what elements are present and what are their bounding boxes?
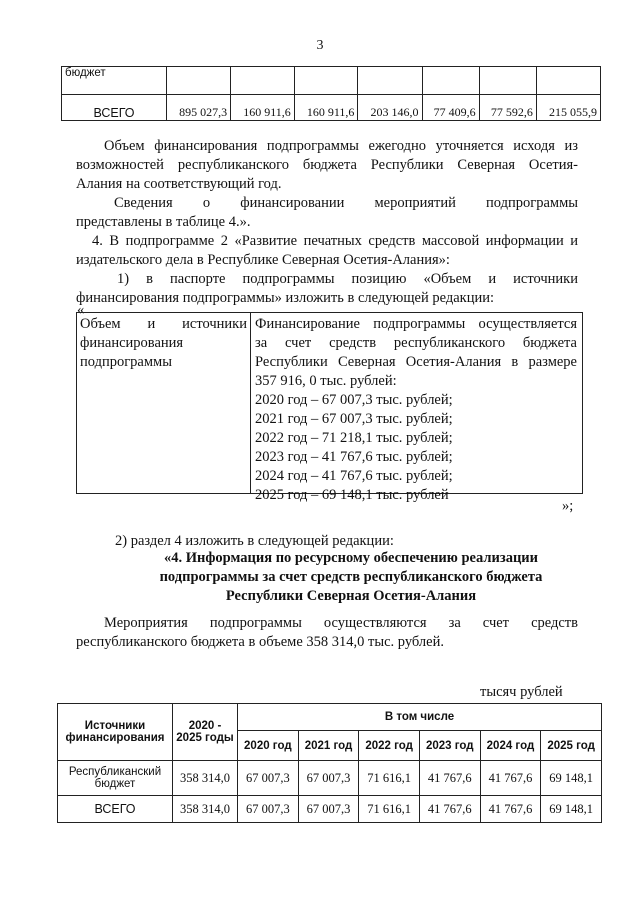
table-cell: 67 007,3 xyxy=(298,761,359,796)
page-number: 3 xyxy=(316,38,324,53)
table-header-row xyxy=(58,704,602,731)
passport-value-cell xyxy=(252,313,580,507)
table-cell: 41 767,6 xyxy=(480,796,541,823)
passport-label-cell xyxy=(77,313,251,493)
table-cell: 41 767,6 xyxy=(480,761,541,796)
table-row xyxy=(58,796,602,823)
passport-value-line: 2022 год – 71 218,1 тыс. рублей; xyxy=(255,430,453,446)
table-cell: 67 007,3 xyxy=(298,796,359,823)
table-cell xyxy=(358,67,422,95)
section-heading: Республики Северная Осетия-Алания xyxy=(225,588,477,604)
row-label: бюджет xyxy=(62,67,167,95)
table-cell: 203 146,0 xyxy=(358,95,422,121)
table-cell: 71 616,1 xyxy=(359,796,420,823)
paragraph-line: 4. В подпрограмме 2 «Развитие печатных средств массовой информации и xyxy=(92,233,578,249)
table-cell: 160 911,6 xyxy=(294,95,358,121)
table-cell: 67 007,3 xyxy=(238,796,299,823)
table-cell: 69 148,1 xyxy=(541,796,602,823)
row-name: ВСЕГО xyxy=(58,796,173,823)
total-label: ВСЕГО xyxy=(62,95,167,121)
paragraph-line: представлены в таблице 4.». xyxy=(76,214,251,230)
header-including: В том числе xyxy=(238,704,602,731)
header-year: 2023 год xyxy=(419,731,480,761)
table-cell xyxy=(422,67,479,95)
row-name: Республиканский бюджет xyxy=(58,761,173,796)
paragraph-line: возможностей республиканского бюджета Республики Северная Осетия- xyxy=(76,157,578,173)
table-row xyxy=(62,67,601,95)
header-sources: Источники финансирования xyxy=(58,704,173,761)
table-cell: 69 148,1 xyxy=(541,761,602,796)
header-year: 2020 год xyxy=(238,731,299,761)
paragraph-line: финансирования подпрограммы» изложить в следующей редакции: xyxy=(76,290,495,306)
header-year: 2024 год xyxy=(480,731,541,761)
passport-label-line: финансирования xyxy=(80,335,184,351)
table-row xyxy=(62,95,601,121)
header-year: 2025 год xyxy=(541,731,602,761)
table-cell: 215 055,9 xyxy=(536,95,600,121)
table-cell xyxy=(536,67,600,95)
paragraph-line: 1) в паспорте подпрограммы позицию «Объем и источники xyxy=(117,271,578,287)
table-cell: 358 314,0 xyxy=(173,796,238,823)
table-cell xyxy=(231,67,295,95)
units-label: тысяч рублей xyxy=(480,684,563,700)
header-year: 2022 год xyxy=(359,731,420,761)
paragraph-line: Алания на соответствующий год. xyxy=(76,176,282,192)
table-cell: 67 007,3 xyxy=(238,761,299,796)
table-cell: 71 616,1 xyxy=(359,761,420,796)
table-row xyxy=(58,761,602,796)
passport-value-line: 2021 год – 67 007,3 тыс. рублей; xyxy=(255,411,453,427)
section-heading: «4. Информация по ресурсному обеспечению реализации xyxy=(163,550,539,566)
paragraph-line: республиканского бюджета в объеме 358 314,0 тыс. рублей. xyxy=(76,634,444,650)
paragraph-line: Мероприятия подпрограммы осуществляются за счет средств xyxy=(104,615,578,631)
table-cell xyxy=(294,67,358,95)
passport-value-line: 2020 год – 67 007,3 тыс. рублей; xyxy=(255,392,453,408)
table-cell xyxy=(167,67,231,95)
passport-label-line: подпрограммы xyxy=(80,354,172,370)
table-cell: 358 314,0 xyxy=(173,761,238,796)
passport-table xyxy=(76,312,583,503)
table-cell: 160 911,6 xyxy=(231,95,295,121)
top-funding-table xyxy=(61,66,601,121)
header-year: 2021 год xyxy=(298,731,359,761)
table-cell xyxy=(479,67,536,95)
passport-value-line: 2023 год – 41 767,6 тыс. рублей; xyxy=(255,449,453,465)
paragraph-line: издательского дела в Республике Северная Осетия-Алания»: xyxy=(76,252,450,268)
table-cell: 77 409,6 xyxy=(422,95,479,121)
close-quote: »; xyxy=(562,498,574,514)
paragraph-line: Объем финансирования подпрограммы ежегодно уточняется исходя из xyxy=(104,138,578,154)
table-cell: 41 767,6 xyxy=(419,761,480,796)
header-total: 2020 - 2025 годы xyxy=(173,704,238,761)
table-cell: 77 592,6 xyxy=(479,95,536,121)
table-cell: 41 767,6 xyxy=(419,796,480,823)
paragraph-line: Сведения о финансировании мероприятий подпрограммы xyxy=(114,195,578,211)
passport-value-line: 2025 год – 69 148,1 тыс. рублей xyxy=(255,487,449,503)
passport-value-line: 2024 год – 41 767,6 тыс. рублей; xyxy=(255,468,453,484)
passport-label-line: Объем и источники xyxy=(80,316,247,332)
table-cell: 895 027,3 xyxy=(167,95,231,121)
funding-table xyxy=(57,703,602,823)
passport-value-line: 357 916, 0 тыс. рублей: xyxy=(255,373,397,389)
section-heading: подпрограммы за счет средств республиканского бюджета xyxy=(159,569,543,585)
paragraph-line: 2) раздел 4 изложить в следующей редакции: xyxy=(115,533,394,549)
open-quote: « xyxy=(77,302,85,318)
passport-value-line: Финансирование подпрограммы осуществляется xyxy=(255,316,577,332)
passport-value-line: Республики Северная Осетия-Алания в размере xyxy=(255,354,577,370)
passport-value-line: за счет средств республиканского бюджета xyxy=(255,335,577,351)
